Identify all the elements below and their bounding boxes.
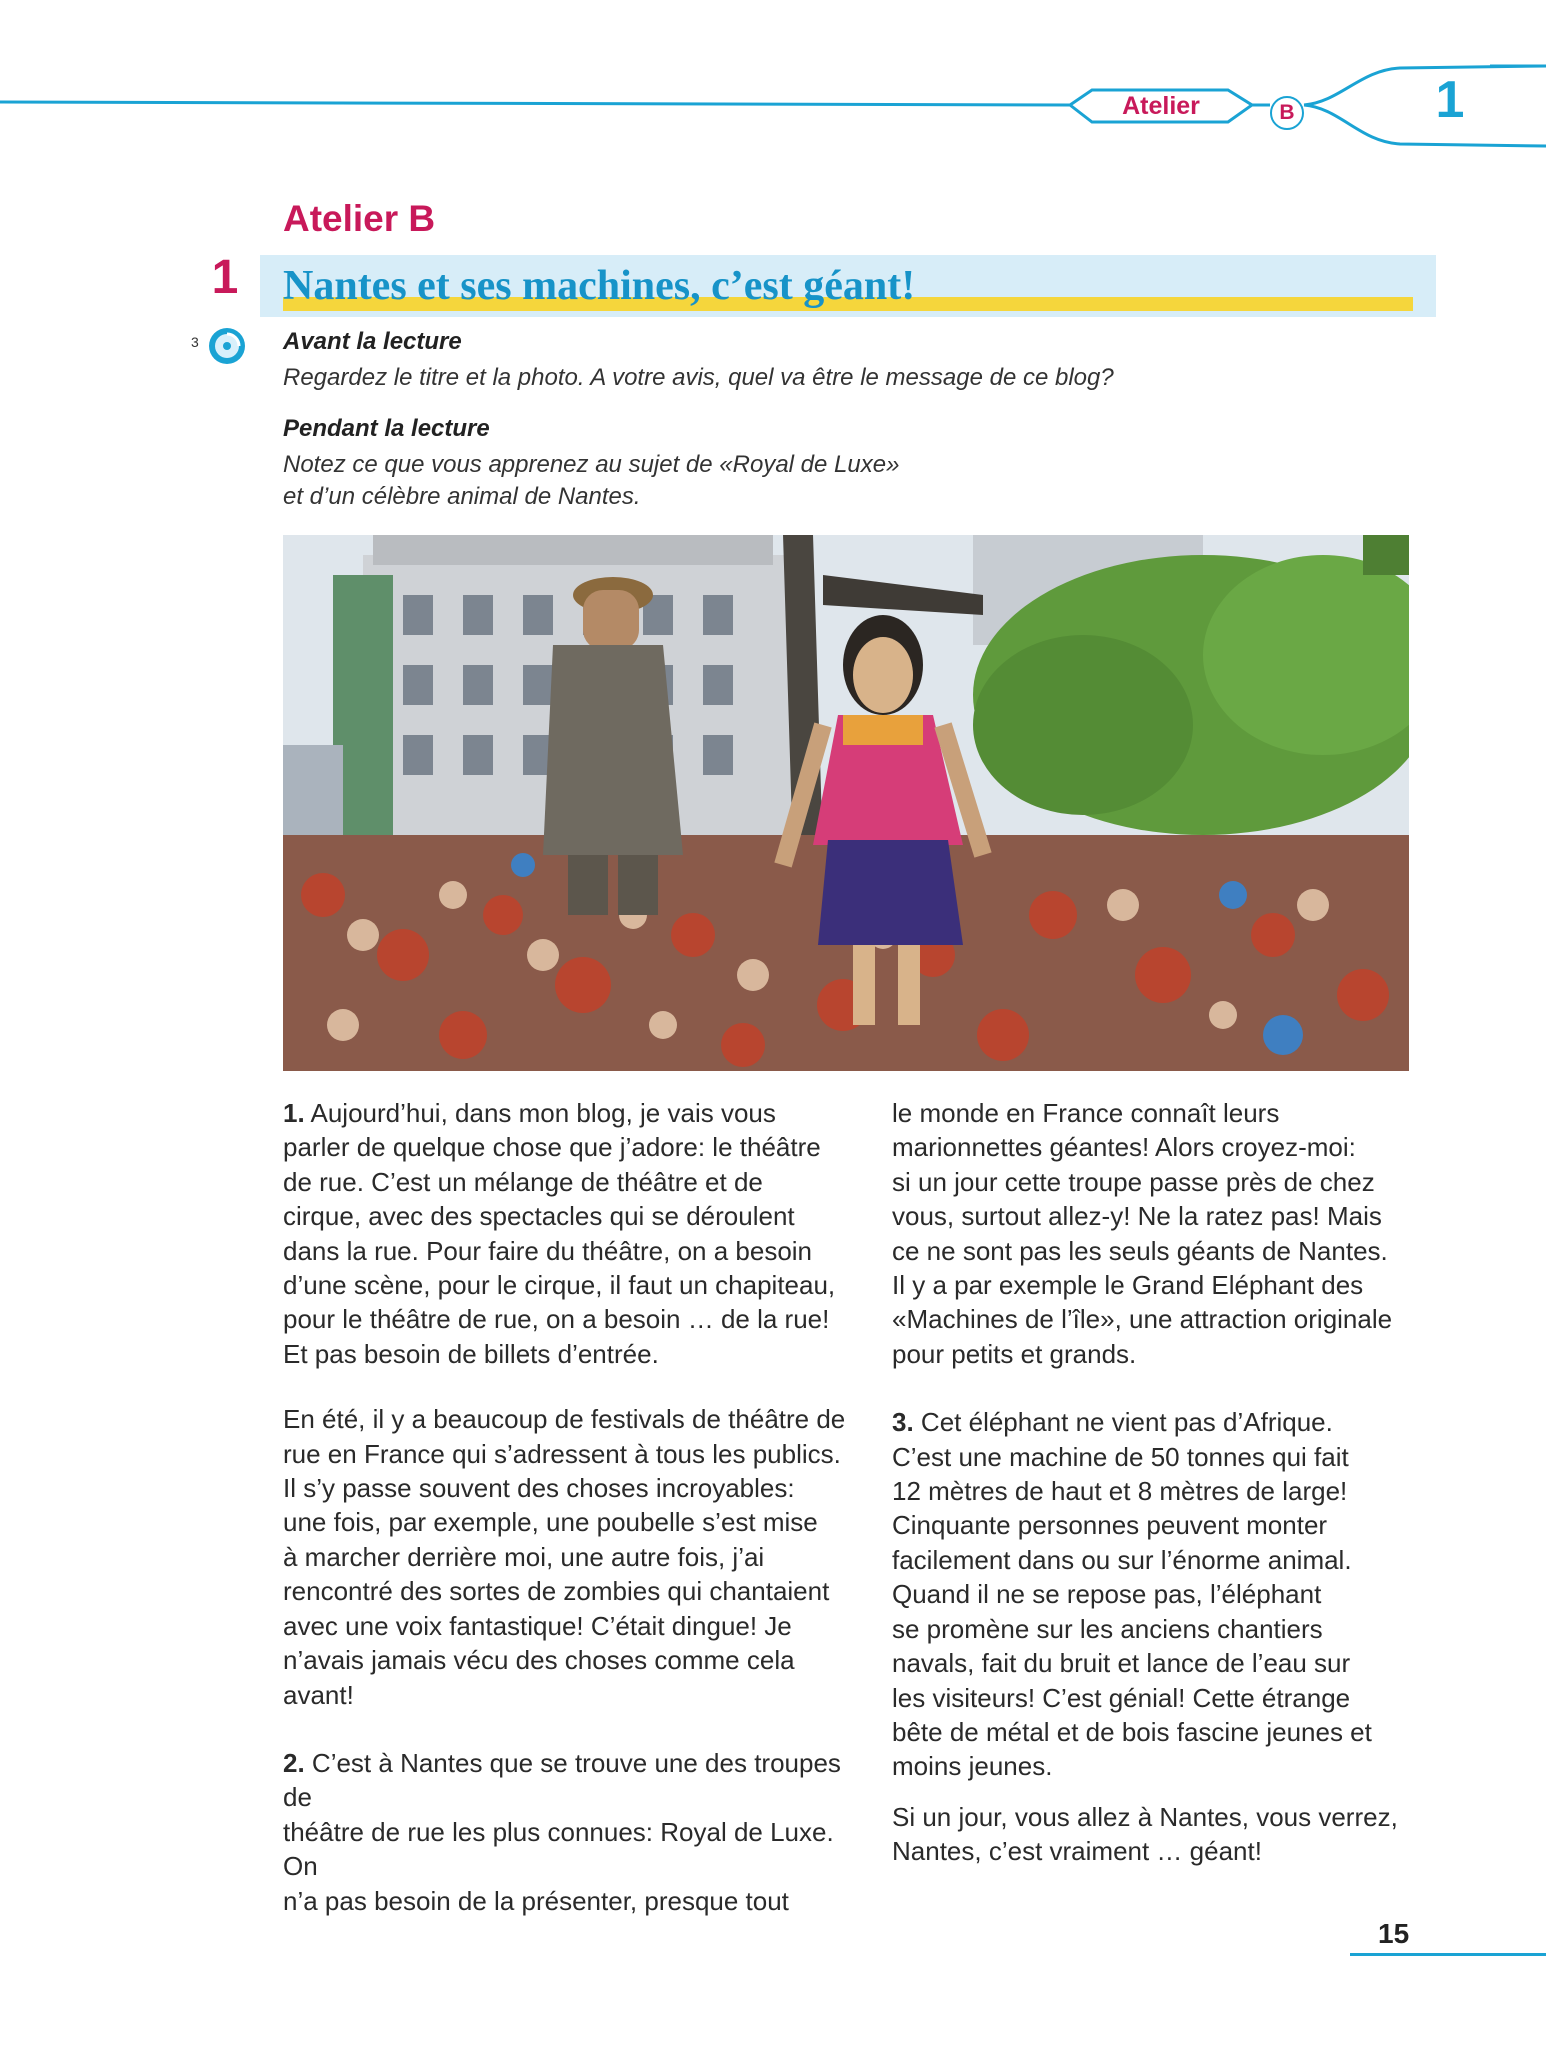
header-tab-letter: B [1270, 96, 1304, 130]
paragraph-4 [892, 1800, 1422, 1869]
line: Il s’y passe souvent des choses incroyables: [283, 1473, 795, 1504]
line: une fois, par exemple, une poubelle s’est mise [283, 1507, 818, 1538]
line: 3. Cet éléphant ne vient pas d’Afrique. [892, 1407, 1333, 1438]
line: n’avais jamais vécu des choses comme cela [283, 1645, 795, 1676]
line: théâtre de rue les plus connues: Royal de Luxe. On [283, 1816, 834, 1882]
footer-rule [1350, 1953, 1546, 1956]
page-number: 15 [1378, 1918, 1410, 1949]
paragraph-2 [283, 1746, 868, 1918]
line: Quand il ne se repose pas, l’éléphant [892, 1579, 1322, 1610]
paragraph-3 [892, 1405, 1422, 1783]
line: 2. C’est à Nantes que se trouve une des troupes de [283, 1747, 841, 1813]
line: marionnettes géantes! Alors croyez-moi: [892, 1132, 1356, 1163]
line: si un jour cette troupe passe près de chez [892, 1166, 1375, 1197]
line: rencontré des sortes de zombies qui chantaient [283, 1576, 830, 1607]
line: ce ne sont pas les seuls géants de Nantes. [892, 1235, 1388, 1266]
during-reading-text: Notez ce que vous apprenez au sujet de «Royal de Luxe» et d’un célèbre animal de Nantes. [283, 451, 900, 510]
line: Nantes, c’est vraiment … géant! [892, 1836, 1262, 1867]
street-theatre-photo [283, 535, 1409, 1071]
line: Il y a par exemple le Grand Eléphant des [892, 1270, 1364, 1301]
line: vous, surtout allez-y! Ne la ratez pas! Mais [892, 1201, 1382, 1232]
line: n’a pas besoin de la présenter, presque tout [283, 1885, 789, 1916]
line: dans la rue. Pour faire du théâtre, on a besoin [283, 1235, 813, 1266]
header-rule [0, 60, 1546, 150]
line: «Machines de l’île», une attraction originale [892, 1304, 1393, 1335]
line: de rue. C’est un mélange de théâtre et de [283, 1166, 763, 1197]
article-column-right [892, 1096, 1422, 1869]
before-reading-title: Avant la lecture [283, 328, 462, 355]
line: d’une scène, pour le cirque, il faut un chapiteau, [283, 1270, 836, 1301]
paragraph-1 [283, 1096, 868, 1371]
line: rue en France qui s’adressent à tous les publics. [283, 1438, 841, 1469]
line: parler de quelque chose que j’adore: le théâtre [283, 1132, 821, 1163]
line: les visiteurs! C’est génial! Cette étrange [892, 1682, 1351, 1713]
line: 1. Aujourd’hui, dans mon blog, je vais vous [283, 1098, 776, 1128]
line: moins jeunes. [892, 1751, 1053, 1782]
line: se promène sur les anciens chantiers [892, 1613, 1323, 1644]
during-reading-title: Pendant la lecture [283, 415, 490, 442]
track-number: 3 [191, 334, 199, 350]
line: avant! [283, 1679, 354, 1710]
unit-number: 1 [1435, 71, 1465, 129]
paragraph-1b [283, 1402, 868, 1712]
page-title: Nantes et ses machines, c’est géant! [283, 263, 916, 309]
line: pour le théâtre de rue, on a besoin … de la rue! [283, 1304, 830, 1335]
article-column-left [283, 1096, 868, 1918]
paragraph-number: 3. [892, 1407, 914, 1438]
line: avec une voix fantastique! C’était dingue! Je [283, 1610, 792, 1641]
line: Si un jour, vous allez à Nantes, vous verrez, [892, 1801, 1398, 1832]
line: C’est une machine de 50 tonnes qui fait [892, 1441, 1349, 1472]
line: 12 mètres de haut et 8 mètres de large! [892, 1476, 1348, 1507]
section-number: 1 [211, 251, 239, 304]
line: En été, il y a beaucoup de festivals de théâtre de [283, 1404, 846, 1435]
line: le monde en France connaît leurs [892, 1098, 1280, 1128]
line: cirque, avec des spectacles qui se déroulent [283, 1201, 795, 1232]
line: facilement dans ou sur l’énorme animal. [892, 1544, 1352, 1575]
paragraph-number: 2. [283, 1747, 305, 1778]
paragraph-2-continued [892, 1096, 1422, 1371]
audio-cd-icon[interactable] [208, 327, 246, 365]
atelier-heading: Atelier B [283, 198, 436, 239]
before-reading-text: Regardez le titre et la photo. A votre avis, quel va être le message de ce blog? [283, 364, 1114, 391]
header-tab-label: Atelier [1122, 92, 1200, 120]
line: pour petits et grands. [892, 1338, 1137, 1369]
line: Et pas besoin de billets d’entrée. [283, 1338, 659, 1369]
line: à marcher derrière moi, une autre fois, j’ai [283, 1541, 765, 1572]
line: navals, fait du bruit et lance de l’eau sur [892, 1648, 1351, 1679]
line: bête de métal et de bois fascine jeunes et [892, 1716, 1372, 1747]
paragraph-number: 1. [283, 1098, 305, 1128]
line: Cinquante personnes peuvent monter [892, 1510, 1328, 1541]
